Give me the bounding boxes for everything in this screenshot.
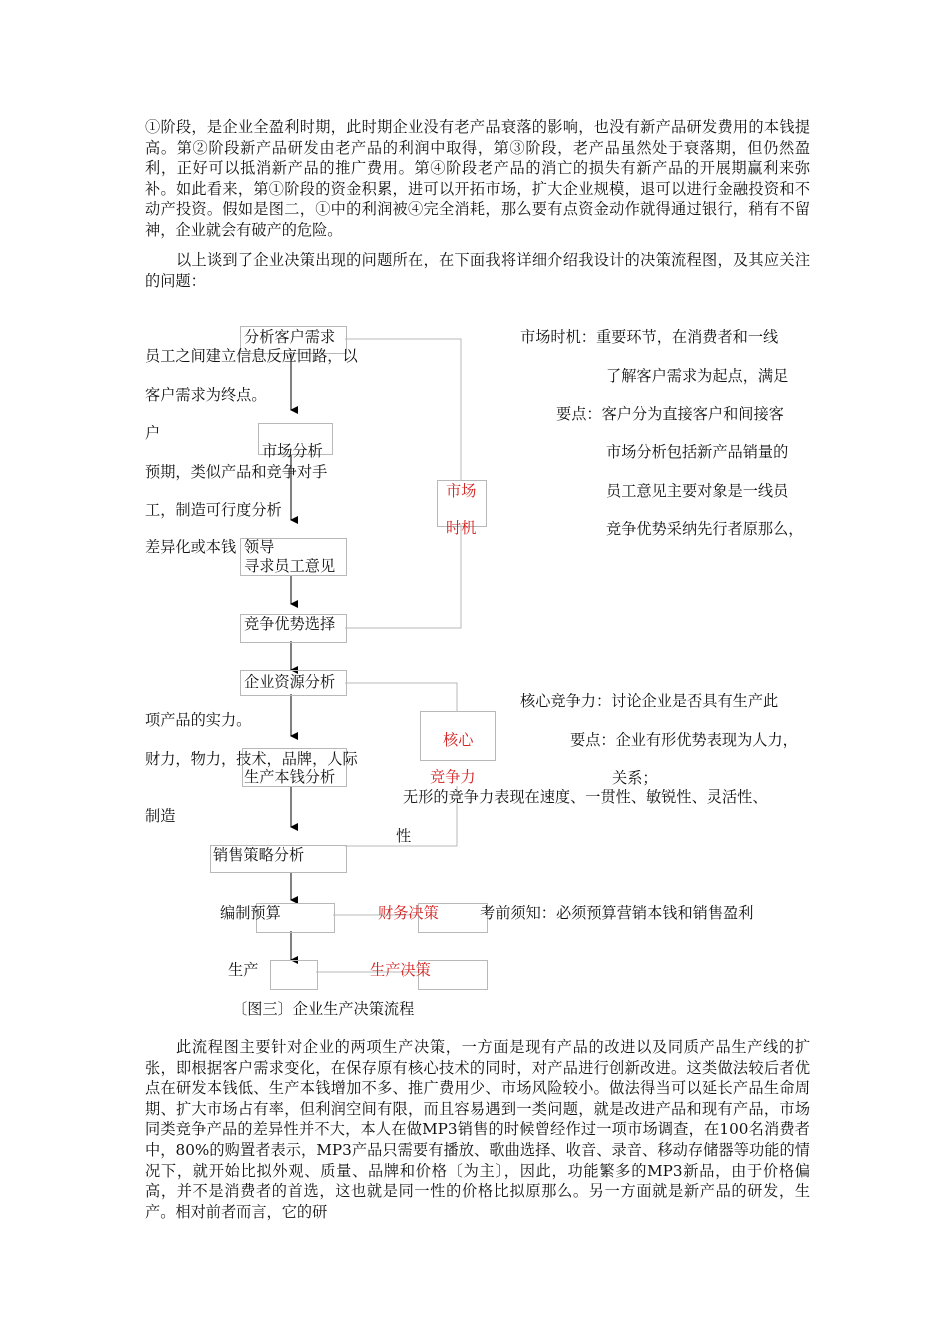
finance-decision-label: 财务决策 [378, 904, 439, 922]
step-competitive-choice: 竞争优势选择 [244, 615, 336, 633]
lead-paragraph: 以上谈到了企业决策出现的问题所在，在下面我将详细介绍我设计的决策流程图，及其应关注的问题： [145, 251, 810, 290]
step-sales-strategy: 销售策略分析 [213, 846, 305, 864]
market-timing-label-2: 时机 [446, 519, 477, 537]
note-competitive-2: 差异化或本钱 [145, 538, 237, 556]
step-market-analysis: 市场分析 [262, 442, 323, 460]
note-core-2: 项产品的实力。 [145, 711, 252, 729]
step-cost-analysis: 生产本钱分析 [244, 768, 336, 786]
note-employee-1: 员工意见主要对象是一线员 [606, 482, 789, 500]
note-core-3: 要点：企业有形优势表现为人力， [570, 731, 798, 749]
step-employee-opinion-lead: 领导 [244, 538, 275, 556]
step-employee-opinion: 寻求员工意见 [244, 557, 336, 575]
core-top-connector [345, 683, 457, 711]
step-budget: 编制预算 [220, 904, 281, 922]
note-competitive-1: 竞争优势采纳先行者原那么， [606, 520, 804, 538]
step-production: 生产 [228, 961, 259, 979]
step-customer-needs: 分析客户需求 [244, 328, 336, 346]
note-core-4: 财力，物力，技术，品牌，人际 [145, 750, 358, 768]
note-market-timing-2: 员工之间建立信息反应回路，以 [145, 347, 358, 365]
note-finance: 考前须知：必须预算营销本钱和销售盈利 [480, 904, 754, 922]
note-market-analysis-1: 市场分析包括新产品销量的 [606, 443, 789, 461]
production-box [270, 960, 318, 990]
market-timing-top-connector [345, 339, 461, 480]
note-core-5: 关系； [612, 769, 658, 787]
note-market-analysis-2: 预期，类似产品和竞争对手 [145, 463, 328, 481]
note-core-8: 性 [396, 827, 412, 845]
note-core-1: 核心竞争力：讨论企业是否具有生产此 [520, 692, 779, 710]
intro-paragraph: ①阶段，是企业全盈利时期，此时期企业没有老产品衰落的影响，也没有新产品研发费用的本钱提高。第②阶段新产品研发由老产品的利润中取得，第③阶段，老产品虽然处于衰落期，但仍然盈利，正好可以抵消新产品的推广费用。第④阶段老产品的消亡的损失有新产品的开展期赢利来弥补。如此看来，第①阶段的资金积累，进可以开拓市场，扩大企业规模，退可以进行金融投资和不动产投资。假如是图二，①中的利润被④完全消耗，那么要有点资金动作就得通过银行，稍有不留神，企业就会有破产的危险。 [145, 118, 810, 239]
body-paragraph: 此流程图主要针对企业的两项生产决策，一方面是现有产品的改进以及同质产品生产线的扩张，即根据客户需求变化，在保存原有核心技术的同时，对产品进行创新改进。这类做法较后者优点在研发本钱低、生产本钱增加不多、推广费用少、市场风险较小。做法得当可以延长产品生命周期、扩大市场占有率，但利润空间有限，而且容易遇到一类问题，就是改进产品和现有产品，市场同类竞争产品的差异性并不大，本人在做MP3销售的时候曾经作过一项市场调查，在100名消费者中，80%的购置者表示，MP3产品只需要有播放、歌曲选择、收音、录音、移动存储器等功能的情况下，就开始比拟外观、质量、品牌和价格〔为主〕，因此，功能繁多的MP3新品，由于价格偏高，并不是消费者的首选，这也就是同一性的价格比拟原那么。另一方面就是新产品的研发，生产。相对前者而言，它的研 [145, 1038, 810, 1221]
market-timing-bottom-connector [345, 525, 461, 628]
note-core-6: 无形的竞争力表现在速度、一贯性、敏锐性、灵活性、 [403, 788, 768, 806]
market-timing-label-1: 市场 [446, 482, 477, 500]
production-decision-label: 生产决策 [370, 961, 431, 979]
figure-caption: 〔图三〕企业生产决策流程 [232, 1000, 415, 1018]
note-market-timing-1: 市场时机：重要环节，在消费者和一线 [520, 328, 779, 346]
note-market-timing-4: 客户需求为终点。 [145, 386, 267, 404]
note-key-point-2: 户 [145, 424, 161, 442]
core-label-2: 竞争力 [430, 768, 476, 786]
note-market-timing-3: 了解客户需求为起点，满足 [606, 367, 789, 385]
note-employee-2: 工，制造可行度分析 [145, 501, 282, 519]
step-resource-analysis: 企业资源分析 [244, 673, 336, 691]
note-core-7: 制造 [145, 807, 176, 825]
note-key-point-1: 要点：客户分为直接客户和间接客 [556, 405, 784, 423]
core-label-1: 核心 [443, 731, 474, 749]
